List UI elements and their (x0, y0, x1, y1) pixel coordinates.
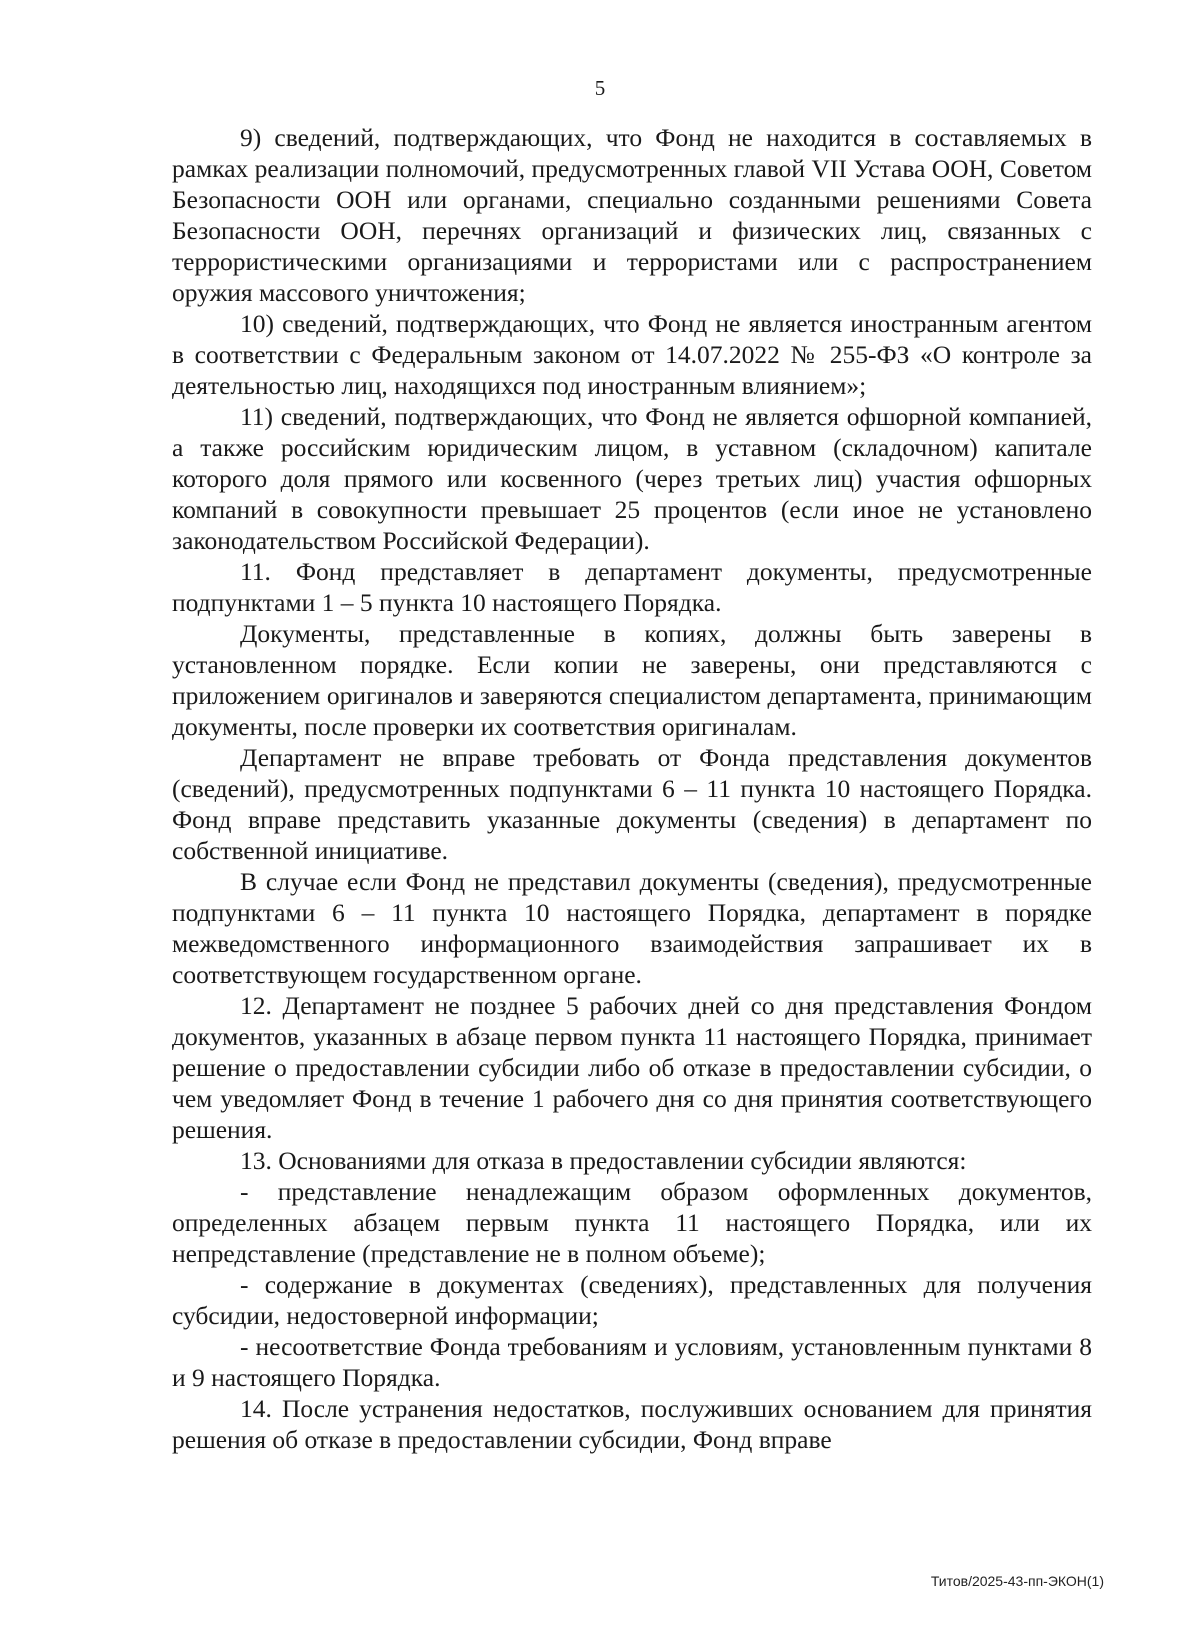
paragraph-10-subitem: 10) сведений, подтверждающих, что Фонд не является иностранным агентом в соответствии с Федеральным законом от 14.07.2022 № 255-ФЗ «О контроле за деятельностью лиц, находящихся под иностранным влиянием»; (172, 309, 1092, 400)
document-body (172, 122, 1092, 1455)
list-item-refusal-1: - представление ненадлежащим образом оформленных документов, определенных абзацем первым пункта 11 настоящего Порядка, или их непредставление (представление не в полном объеме); (172, 1177, 1092, 1268)
paragraph-interagency-request: В случае если Фонд не представил документы (сведения), предусмотренные подпунктами 6 – 11 пункта 10 настоящего Порядка, департамент в порядке межведомственного информационного взаимодействия запрашивает их в соответствующем государственном органе. (172, 867, 1092, 989)
paragraph-clause-12: 12. Департамент не позднее 5 рабочих дней со дня представления Фондом документов, указанных в абзаце первом пункта 11 настоящего Порядка, принимает решение о предоставлении субсидии либо об отказе в предоставлении субсидии, о чем уведомляет Фонд в течение 1 рабочего дня со дня принятия соответствующего решения. (172, 991, 1092, 1144)
paragraph-clause-13: 13. Основаниями для отказа в предоставлении субсидии являются: (240, 1146, 967, 1175)
paragraph-11-subitem: 11) сведений, подтверждающих, что Фонд не является офшорной компанией, а также российским юридическим лицом, в уставном (складочном) капитале которого доля прямого или косвенного (через третьих лиц) участия офшорных компаний в совокупности превышает 25 процентов (если иное не установлено законодательством Российской Федерации). (172, 402, 1092, 555)
document-footer-code: Титов/2025-43-пп-ЭКОН(1) (930, 1573, 1104, 1589)
list-item-refusal-3: - несоответствие Фонда требованиям и условиям, установленным пунктами 8 и 9 настоящего Порядка. (172, 1332, 1092, 1392)
list-item-refusal-2: - содержание в документах (сведениях), представленных для получения субсидии, недостоверной информации; (172, 1270, 1092, 1330)
page-number: 5 (594, 76, 606, 100)
paragraph-copies: Документы, представленные в копиях, должны быть заверены в установленном порядке. Если копии не заверены, они представляются с приложением оригиналов и заверяются специалистом департамента, принимающим документы, после проверки их соответствия оригиналам. (172, 619, 1092, 741)
paragraph-clause-11: 11. Фонд представляет в департамент документы, предусмотренные подпунктами 1 – 5 пункта 10 настоящего Порядка. (172, 557, 1092, 617)
paragraph-9-subitem: 9) сведений, подтверждающих, что Фонд не находится в составляемых в рамках реализации полномочий, предусмотренных главой VII Устава ООН, Советом Безопасности ООН или органами, специально созданными решениями Совета Безопасности ООН, перечнях организаций и физических лиц, связанных с террористическими организациями и террористами или с распространением оружия массового уничтожения; (172, 123, 1092, 307)
paragraph-clause-14: 14. После устранения недостатков, послуживших основанием для принятия решения об отказе в предоставлении субсидии, Фонд вправе (172, 1394, 1092, 1454)
paragraph-department-rights: Департамент не вправе требовать от Фонда представления документов (сведений), предусмотренных подпунктами 6 – 11 пункта 10 настоящего Порядка. Фонд вправе представить указанные документы (сведения) в департамент по собственной инициативе. (172, 743, 1092, 865)
